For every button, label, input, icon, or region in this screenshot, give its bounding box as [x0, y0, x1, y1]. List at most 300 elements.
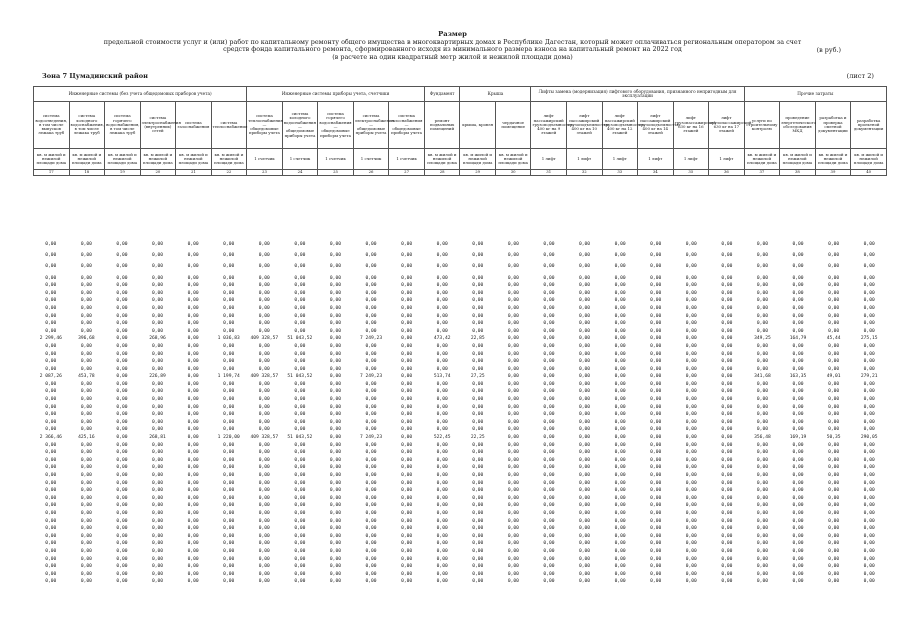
table-cell: 0,00 [329, 473, 341, 478]
table-cell: 0,00 [685, 366, 697, 372]
table-cell: 0,00 [329, 343, 341, 349]
table-cell: 0,00 [45, 253, 57, 259]
column-number-18: 34 [638, 170, 674, 176]
table-cell: 0,00 [223, 564, 235, 570]
table-cell: 0,00 [507, 473, 519, 478]
table-cell: 0,00 [507, 366, 519, 372]
table-cell: 0,00 [329, 366, 341, 372]
table-cell: 0,00 [116, 298, 128, 304]
table-cell: 0,00 [401, 298, 413, 304]
table-cell: 0,00 [258, 366, 270, 372]
table-cell: 0,00 [721, 351, 733, 357]
table-cell: 0,00 [223, 328, 235, 334]
table-cell: 0,00 [685, 351, 697, 357]
table-cell: 0,00 [578, 457, 591, 463]
table-cell: 0,00 [578, 343, 591, 349]
table-cell: 0,00 [223, 465, 235, 471]
table-cell: 0,00 [294, 343, 306, 349]
table-cell: 0,00 [756, 404, 768, 410]
table-cell: 0,00 [614, 503, 626, 509]
column-unit-7: 1 счетчик [247, 149, 283, 170]
table-cell: 0,00 [792, 321, 804, 327]
table-cell: 0,00 [80, 526, 92, 532]
table-cell: 0,00 [401, 571, 413, 577]
table-cell: 0,00 [685, 541, 697, 547]
table-cell: 0,00 [45, 412, 57, 418]
table-cell: 0,00 [258, 419, 270, 425]
table-cell: 0,00 [863, 579, 875, 585]
table-cell: 0,00 [828, 242, 840, 247]
column-unit-2: кв. м жилой и нежилой площади дома [69, 149, 105, 170]
table-cell: 0,00 [151, 283, 164, 289]
table-cell: 0,00 [187, 480, 199, 486]
table-cell: 0,00 [721, 321, 733, 327]
table-cell: 0,00 [685, 548, 697, 554]
table-cell: 0,00 [863, 419, 875, 425]
table-cell: 0,00 [756, 541, 768, 547]
table-cell: 0,00 [436, 343, 448, 349]
table-cell: 0,00 [329, 351, 341, 357]
table-cell: 0,00 [721, 473, 733, 478]
table-cell: 0,00 [401, 457, 413, 463]
table-cell: 0,00 [614, 571, 626, 577]
table-cell: 0,00 [223, 541, 235, 547]
table-cell: 0,00 [472, 404, 484, 410]
table-cell: 0,00 [258, 541, 270, 547]
table-row [33, 434, 887, 442]
table-cell: 0,00 [116, 366, 128, 372]
table-cell: 0,00 [472, 510, 484, 516]
table-cell: 0,00 [650, 488, 662, 494]
table-cell: 0,00 [756, 351, 768, 357]
table-cell: 0,00 [543, 533, 555, 539]
table-cell: 0,00 [543, 564, 555, 570]
table-cell: 51 043,52 [287, 435, 313, 441]
table-cell: 0,00 [116, 264, 128, 270]
table-row [33, 533, 887, 541]
table-cell: 0,00 [756, 457, 768, 463]
table-cell: 0,00 [436, 381, 448, 387]
table-cell: 0,00 [792, 480, 804, 486]
table-row [33, 404, 887, 412]
table-cell: 0,00 [365, 488, 377, 494]
table-row [33, 328, 887, 336]
table-cell: 0,00 [863, 275, 875, 281]
table-cell: 0,00 [792, 518, 804, 524]
column-number-16: 32 [566, 170, 602, 176]
table-cell: 0,00 [543, 457, 555, 463]
table-cell: 0,00 [507, 495, 519, 501]
column-number-6: 22 [211, 170, 247, 176]
table-cell: 0,00 [756, 564, 768, 570]
column-unit-24: кв. м жилой и нежилой площади дома [851, 149, 887, 170]
table-cell: 0,00 [650, 465, 662, 471]
table-cell: 0,00 [401, 351, 413, 357]
table-cell: 22,85 [470, 336, 485, 342]
column-name-17: лифт пассажирский грузоподъемностью 400 кг на 12 этажей [602, 102, 638, 149]
table-cell: 0,00 [614, 381, 626, 387]
table-cell: 0,00 [116, 571, 128, 577]
table-cell: 0,00 [258, 442, 270, 448]
table-cell: 0,00 [650, 381, 662, 387]
table-cell: 0,00 [507, 343, 519, 349]
table-cell: 0,00 [187, 488, 199, 494]
group-other: Прочие затраты [744, 87, 886, 102]
table-cell: 0,00 [792, 541, 804, 547]
table-cell: 0,00 [151, 503, 164, 509]
column-name-1: система водоотведения, в том числе выпусков лежака труб [34, 102, 70, 149]
table-cell: 0,00 [685, 389, 697, 395]
table-cell: 0,00 [151, 412, 164, 418]
table-cell: 0,00 [187, 328, 199, 334]
table-cell: 0,00 [863, 343, 875, 349]
table-cell: 0,00 [401, 518, 413, 524]
table-cell: 0,00 [472, 571, 484, 577]
table-cell: 0,00 [45, 510, 57, 516]
table-cell: 0,00 [685, 397, 697, 403]
table-cell: 0,00 [507, 556, 519, 562]
table-cell: 0,00 [614, 275, 626, 281]
table-cell: 27,25 [470, 374, 485, 380]
table-cell: 0,00 [80, 533, 92, 539]
table-cell: 0,00 [863, 480, 875, 486]
table-cell: 0,00 [756, 579, 768, 585]
table-cell: 0,00 [721, 548, 733, 554]
table-cell: 0,00 [472, 495, 484, 501]
table-cell: 0,00 [187, 473, 199, 478]
table-row [33, 358, 887, 366]
table-cell: 0,00 [187, 389, 199, 395]
table-cell: 0,00 [258, 313, 270, 319]
table-cell: 1 036,83 [217, 336, 240, 342]
table-cell: 0,00 [329, 488, 341, 494]
table-cell: 0,00 [650, 298, 662, 304]
table-cell: 0,00 [863, 488, 875, 494]
table-cell: 0,00 [650, 343, 662, 349]
table-cell: 0,00 [116, 313, 128, 319]
table-cell: 0,00 [365, 457, 377, 463]
table-cell: 0,00 [187, 275, 199, 281]
table-cell: 0,00 [80, 253, 92, 259]
table-cell: 0,00 [685, 290, 697, 296]
table-cell: 0,00 [223, 571, 235, 577]
table-cell: 0,00 [258, 351, 270, 357]
table-cell: 0,00 [45, 457, 57, 463]
table-cell: 0,00 [685, 450, 697, 456]
table-cell: 0,00 [223, 480, 235, 486]
table-cell: 0,00 [578, 556, 591, 562]
table-cell: 0,00 [258, 465, 270, 471]
table-cell: 0,00 [116, 351, 128, 357]
table-cell: 0,00 [45, 548, 57, 554]
table-cell: 0,00 [401, 253, 413, 259]
table-cell: 0,00 [436, 457, 448, 463]
table-cell: 0,00 [828, 351, 840, 357]
table-cell: 0,00 [721, 510, 733, 516]
table-cell: 0,00 [685, 328, 697, 334]
table-row [33, 472, 887, 480]
table-cell: 0,00 [401, 397, 413, 403]
table-cell: 0,00 [187, 503, 199, 509]
table-cell: 0,00 [472, 305, 484, 311]
table-cell: 0,00 [151, 351, 164, 357]
table-cell: 0,00 [80, 518, 92, 524]
table-cell: 0,00 [472, 556, 484, 562]
table-cell: 0,00 [116, 480, 128, 486]
table-cell: 0,00 [436, 298, 448, 304]
table-cell: 0,00 [116, 412, 128, 418]
table-row [33, 320, 887, 328]
table-cell: 0,00 [578, 328, 591, 334]
table-cell: 0,00 [151, 510, 164, 516]
table-cell: 0,00 [223, 397, 235, 403]
table-cell: 0,00 [45, 556, 57, 562]
table-cell: 0,00 [187, 435, 199, 441]
table-cell: 0,00 [863, 404, 875, 410]
table-cell: 0,00 [329, 359, 341, 365]
table-cell: 0,00 [792, 404, 804, 410]
table-cell: 0,00 [45, 298, 57, 304]
table-cell: 0,00 [401, 533, 413, 539]
table-cell: 50,35 [826, 435, 841, 441]
table-cell: 0,00 [578, 253, 591, 259]
table-cell: 0,00 [258, 298, 270, 304]
table-cell: 0,00 [543, 548, 555, 554]
table-cell: 0,00 [329, 404, 341, 410]
table-cell: 0,00 [543, 419, 555, 425]
table-cell: 0,00 [223, 298, 235, 304]
table-cell: 0,00 [151, 381, 164, 387]
table-cell: 0,00 [329, 381, 341, 387]
table-cell: 0,00 [578, 533, 591, 539]
table-cell: 0,00 [507, 548, 519, 554]
table-cell: 0,00 [472, 533, 484, 539]
table-cell: 0,00 [614, 526, 626, 532]
table-cell: 0,00 [116, 359, 128, 365]
table-cell: 0,00 [792, 442, 804, 448]
table-cell: 0,00 [401, 366, 413, 372]
table-cell: 0,00 [223, 242, 235, 247]
table-cell: 0,00 [614, 412, 626, 418]
table-cell: 0,00 [543, 253, 555, 259]
table-row [33, 335, 887, 343]
table-cell: 0,00 [756, 397, 768, 403]
table-cell: 0,00 [436, 419, 448, 425]
table-cell: 0,00 [45, 389, 57, 395]
table-cell: 0,00 [45, 480, 57, 486]
table-cell: 0,00 [365, 419, 377, 425]
table-cell: 0,00 [258, 518, 270, 524]
table-cell: 0,00 [578, 427, 591, 433]
table-cell: 0,00 [828, 533, 840, 539]
table-cell: 0,00 [863, 366, 875, 372]
table-cell: 0,00 [721, 564, 733, 570]
table-cell: 0,00 [258, 564, 270, 570]
table-cell: 0,00 [436, 526, 448, 532]
table-cell: 0,00 [507, 328, 519, 334]
table-cell: 0,00 [578, 321, 591, 327]
table-cell: 0,00 [685, 510, 697, 516]
table-cell: 0,00 [828, 480, 840, 486]
table-cell: 0,00 [578, 518, 591, 524]
table-cell: 473,42 [433, 336, 451, 342]
table-cell: 0,00 [436, 264, 448, 270]
table-cell: 0,00 [294, 495, 306, 501]
table-cell: 0,00 [650, 571, 662, 577]
table-cell: 0,00 [721, 450, 733, 456]
table-cell: 0,00 [578, 404, 591, 410]
table-cell: 0,00 [721, 480, 733, 486]
table-cell: 0,00 [543, 374, 555, 380]
table-cell: 0,00 [223, 404, 235, 410]
table-cell: 0,00 [828, 359, 840, 365]
table-cell: 0,00 [863, 442, 875, 448]
table-cell: 0,00 [223, 381, 235, 387]
table-cell: 0,00 [116, 336, 128, 342]
table-cell: 0,00 [650, 579, 662, 585]
table-cell: 0,00 [721, 427, 733, 433]
table-cell: 0,00 [721, 328, 733, 334]
table-cell: 0,00 [685, 343, 697, 349]
table-cell: 0,00 [507, 264, 519, 270]
table-cell: 0,00 [543, 298, 555, 304]
table-cell: 0,00 [578, 579, 591, 585]
table-cell: 0,00 [80, 328, 92, 334]
table-cell: 0,00 [223, 548, 235, 554]
table-cell: 0,00 [436, 541, 448, 547]
table-cell: 0,00 [187, 579, 199, 585]
table-cell: 0,00 [116, 328, 128, 334]
table-cell: 0,00 [650, 412, 662, 418]
table-cell: 0,00 [401, 290, 413, 296]
table-cell: 0,00 [792, 419, 804, 425]
table-cell: 0,00 [116, 564, 128, 570]
column-unit-11: 1 счетчик [389, 149, 425, 170]
table-cell: 0,00 [756, 495, 768, 501]
table-row [33, 457, 887, 465]
table-cell: 0,00 [294, 359, 306, 365]
table-cell: 0,00 [507, 242, 519, 247]
table-cell: 0,00 [151, 328, 164, 334]
table-cell: 0,00 [650, 556, 662, 562]
table-cell: 0,00 [828, 442, 840, 448]
table-cell: 0,00 [80, 465, 92, 471]
table-cell: 2 366,46 [39, 435, 62, 441]
table-cell: 0,00 [45, 381, 57, 387]
table-cell: 0,00 [45, 343, 57, 349]
column-unit-6: кв. м жилой и нежилой площади дома [211, 149, 247, 170]
table-cell: 0,00 [828, 457, 840, 463]
table-cell: 0,00 [436, 328, 448, 334]
table-cell: 0,00 [365, 571, 377, 577]
table-cell: 0,00 [863, 526, 875, 532]
table-cell: 0,00 [543, 305, 555, 311]
table-cell: 0,00 [507, 571, 519, 577]
table-cell: 0,00 [650, 305, 662, 311]
table-cell: 0,00 [401, 389, 413, 395]
column-unit-12: кв. м жилой и нежилой площади дома [424, 149, 460, 170]
table-cell: 0,00 [543, 242, 555, 247]
table-cell: 0,00 [543, 321, 555, 327]
column-unit-16: 1 лифт [566, 149, 602, 170]
column-number-13: 29 [460, 170, 496, 176]
table-cell: 0,00 [80, 412, 92, 418]
table-row [33, 241, 887, 249]
table-cell: 0,00 [45, 275, 57, 281]
table-cell: 0,00 [507, 404, 519, 410]
table-cell: 0,00 [578, 305, 591, 311]
table-cell: 0,00 [223, 495, 235, 501]
table-cell: 0,00 [187, 336, 199, 342]
table-cell: 0,00 [436, 556, 448, 562]
column-name-row [34, 102, 887, 149]
table-cell: 0,00 [187, 264, 199, 270]
table-cell: 0,00 [116, 242, 128, 247]
table-cell: 0,00 [614, 389, 626, 395]
table-cell: 0,00 [436, 579, 448, 585]
table-cell: 0,00 [294, 526, 306, 532]
table-cell: 0,00 [507, 359, 519, 365]
table-cell: 0,00 [614, 290, 626, 296]
table-cell: 0,00 [472, 488, 484, 494]
table-cell: 0,00 [828, 275, 840, 281]
table-cell: 0,00 [80, 321, 92, 327]
table-cell: 0,00 [151, 480, 164, 486]
table-cell: 0,00 [258, 389, 270, 395]
table-cell: 0,00 [614, 283, 626, 289]
table-cell: 0,00 [45, 427, 57, 433]
table-cell: 0,00 [187, 533, 199, 539]
table-cell: 0,00 [721, 275, 733, 281]
table-cell: 0,00 [507, 457, 519, 463]
table-cell: 0,00 [151, 457, 164, 463]
table-cell: 0,00 [187, 253, 199, 259]
table-cell: 0,00 [187, 419, 199, 425]
table-cell: 0,00 [45, 442, 57, 448]
table-row [33, 373, 887, 381]
table-cell: 0,00 [223, 343, 235, 349]
table-cell: 0,00 [792, 381, 804, 387]
table-cell: 0,00 [294, 389, 306, 395]
table-cell: 0,00 [401, 328, 413, 334]
table-cell: 0,00 [80, 556, 92, 562]
table-cell: 0,00 [80, 298, 92, 304]
table-cell: 0,00 [578, 389, 591, 395]
column-number-14: 30 [495, 170, 531, 176]
table-cell: 0,00 [116, 495, 128, 501]
table-cell: 0,00 [258, 473, 270, 478]
table-cell: 0,00 [578, 442, 591, 448]
table-cell: 0,00 [578, 503, 591, 509]
table-cell: 0,00 [436, 488, 448, 494]
table-cell: 0,00 [187, 495, 199, 501]
table-cell: 0,00 [401, 343, 413, 349]
table-cell: 0,00 [436, 503, 448, 509]
table-cell: 0,00 [543, 579, 555, 585]
table-cell: 0,00 [863, 450, 875, 456]
table-cell: 0,00 [507, 533, 519, 539]
table-cell: 0,00 [721, 366, 733, 372]
column-name-21: услуги по строительному контролю [744, 102, 780, 149]
table-cell: 0,00 [329, 419, 341, 425]
table-cell: 0,00 [507, 419, 519, 425]
table-cell: 0,00 [650, 518, 662, 524]
table-cell: 0,00 [863, 548, 875, 554]
table-cell: 0,00 [685, 336, 697, 342]
table-cell: 0,00 [151, 397, 164, 403]
table-cell: 0,00 [80, 313, 92, 319]
table-cell: 0,00 [187, 366, 199, 372]
